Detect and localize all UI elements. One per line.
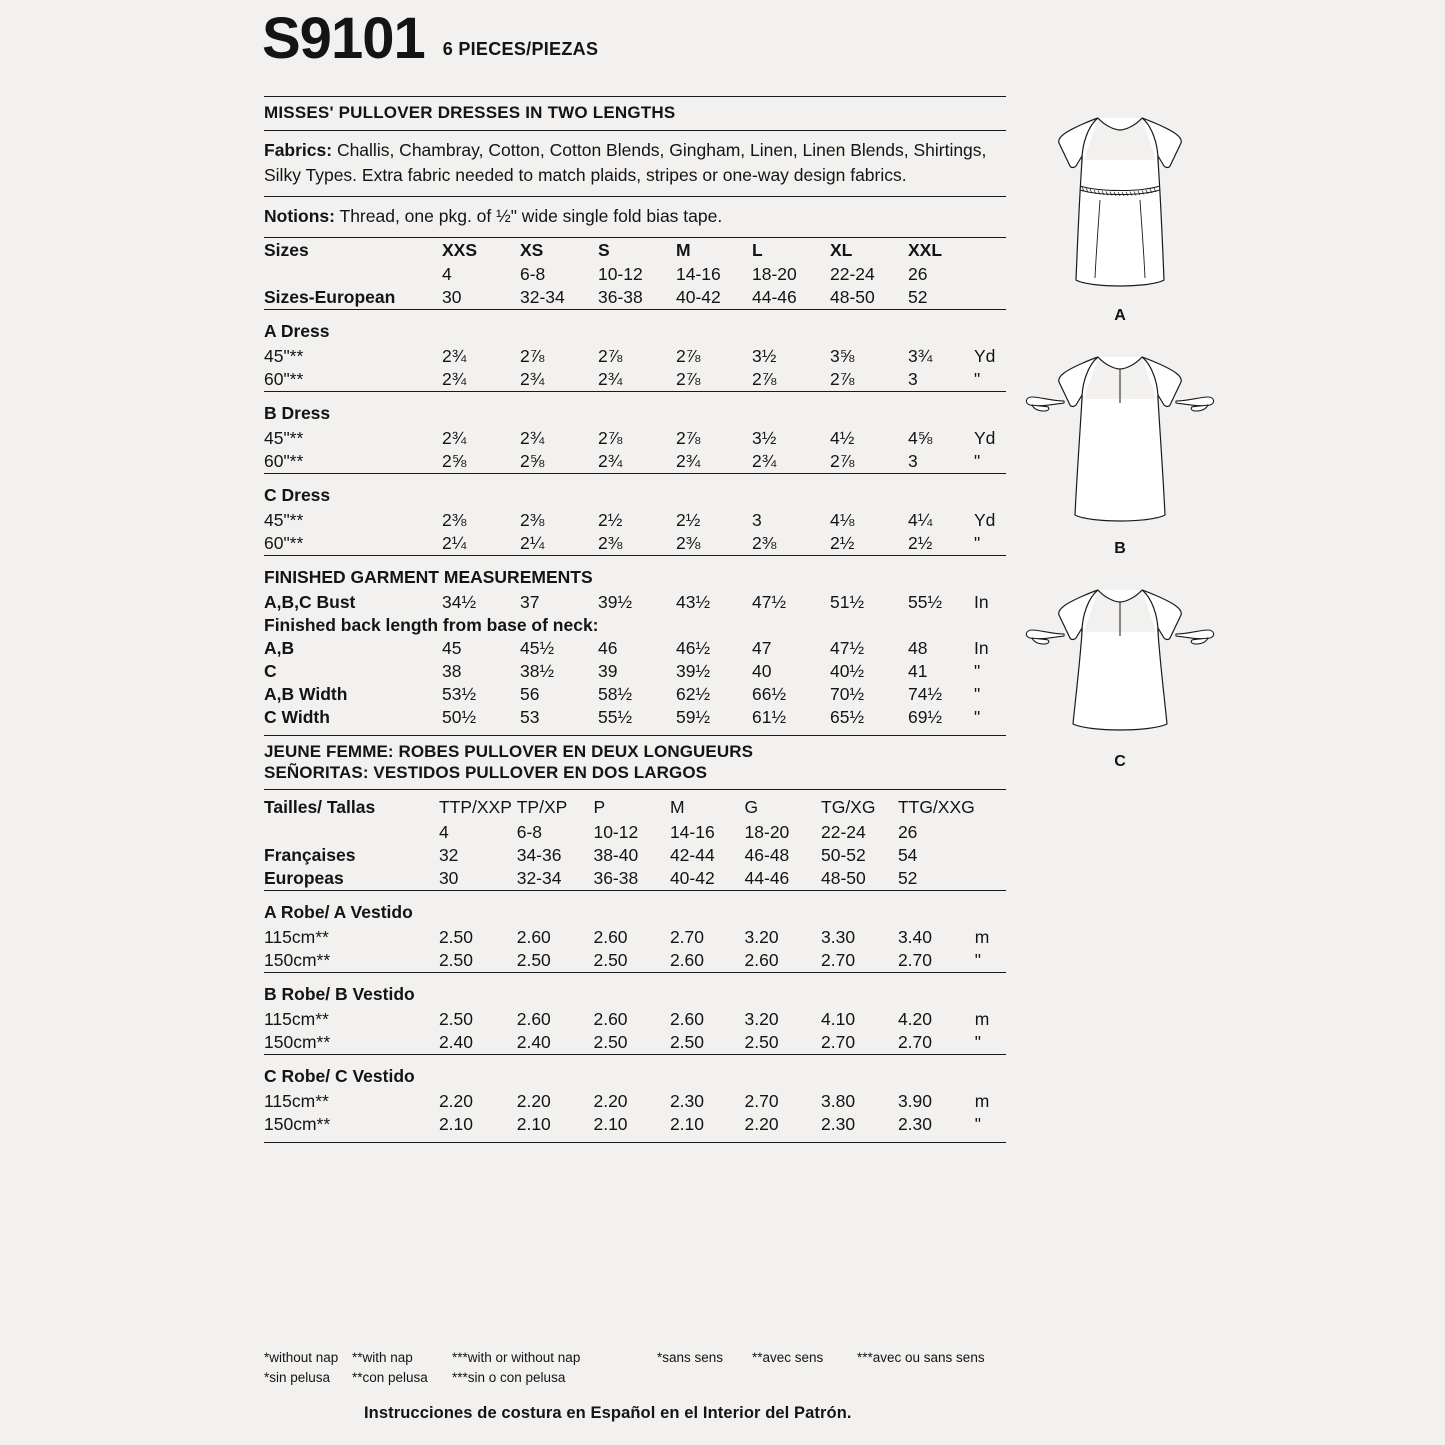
- cell: 38: [442, 660, 462, 681]
- cell: 30: [442, 286, 462, 307]
- table-row: [264, 450, 1006, 474]
- cell: 2.10: [438, 1113, 474, 1134]
- cell: 3⅝: [830, 345, 855, 366]
- cell: 2⅜: [598, 532, 623, 553]
- cell: 36-38: [593, 867, 639, 888]
- cell: 4: [438, 821, 449, 842]
- table-row: [264, 949, 1006, 973]
- cell: 58½: [598, 683, 633, 704]
- unit-cell: [974, 263, 1006, 286]
- view-caption-a: A: [1114, 307, 1126, 324]
- cell: 3.30: [821, 926, 856, 947]
- cell: 74½: [908, 683, 943, 704]
- cell: 2.20: [516, 1090, 551, 1111]
- cell: 55½: [598, 706, 633, 727]
- cell: 41: [908, 660, 928, 681]
- row-label: [264, 821, 439, 844]
- french-title: JEUNE FEMME: ROBES PULLOVER EN DEUX LONGUEURS: [264, 741, 754, 761]
- spanish-title: SEÑORITAS: VESTIDOS PULLOVER EN DOS LARGOS: [264, 762, 708, 782]
- european-label: Sizes-European: [264, 286, 396, 307]
- size-header: S: [598, 239, 610, 260]
- table-row: [264, 637, 1006, 660]
- cell: 53: [520, 706, 540, 727]
- group-heading-row: [264, 895, 1006, 926]
- unit-cell: In: [974, 591, 989, 612]
- row-label: A,B: [264, 637, 295, 658]
- cell: 2.50: [438, 926, 474, 947]
- size-header: TTG/XXG: [897, 796, 975, 817]
- table-row-francaises: [264, 844, 1006, 867]
- size-header: TP/XP: [516, 796, 568, 817]
- cell: 2.50: [593, 1031, 628, 1052]
- cell: 2¾: [442, 368, 467, 389]
- illustration-view-c: [1020, 576, 1220, 771]
- cell: 38½: [520, 660, 555, 681]
- cell: 2.70: [897, 949, 932, 970]
- table-row-metric-numeric: [264, 821, 1006, 844]
- cell: 40-42: [676, 286, 721, 307]
- spec-content: [264, 96, 1006, 1143]
- cell: 2⅞: [676, 345, 701, 366]
- row-label: 115cm**: [264, 926, 329, 947]
- group-name: A Dress: [264, 320, 330, 341]
- cell: 44-46: [744, 867, 790, 888]
- cell: 2.60: [744, 949, 779, 970]
- dress-b-drawing: [1020, 343, 1220, 538]
- footnote-with-or-without-nap: ***with or without nap: [452, 1350, 581, 1365]
- row-label: 45"**: [264, 427, 304, 448]
- back-length-heading: Finished back length from base of neck:: [264, 614, 599, 635]
- cell: 52: [897, 867, 918, 888]
- row-label: 150cm**: [264, 949, 331, 970]
- cell: 2¾: [520, 368, 545, 389]
- cell: 26: [897, 821, 918, 842]
- cell: 2¾: [598, 368, 623, 389]
- cell: 2.50: [438, 1008, 474, 1029]
- finished-heading-row: [264, 560, 1006, 591]
- size-header: M: [676, 239, 691, 260]
- cell: 2.50: [516, 949, 551, 970]
- table-row: [264, 509, 1006, 532]
- cell: 2⅞: [830, 450, 855, 471]
- unit-cell: m: [974, 926, 990, 947]
- unit-cell: ": [974, 683, 981, 704]
- cell: 50-52: [821, 844, 866, 865]
- cell: 61½: [752, 706, 787, 727]
- cell: 47½: [752, 591, 787, 612]
- spanish-instructions-note: Instrucciones de costura en Español en el Interior del Patrón.: [364, 1404, 852, 1422]
- size-header: XXL: [908, 239, 943, 260]
- cell: 2⅞: [752, 368, 777, 389]
- cell: 40: [752, 660, 772, 681]
- pattern-number: S9101: [262, 6, 425, 71]
- cell: 26: [908, 263, 928, 284]
- header: [262, 6, 599, 71]
- table-row: [264, 706, 1006, 729]
- cell: 44-46: [752, 286, 797, 307]
- row-label: 115cm**: [264, 1090, 329, 1111]
- cell: 14-16: [676, 263, 721, 284]
- notions-paragraph: [264, 197, 1006, 237]
- footnote-sin-o-con-pelusa: ***sin o con pelusa: [452, 1370, 566, 1386]
- cell: 37: [520, 591, 540, 612]
- cell: 2.50: [593, 949, 628, 970]
- group-heading-row: [264, 396, 1006, 427]
- group-heading-row: [264, 478, 1006, 509]
- unit-cell: ": [974, 660, 981, 681]
- cell: 2¾: [442, 345, 467, 366]
- cell: 4: [442, 263, 452, 284]
- cell: 48-50: [830, 286, 875, 307]
- table-row: [264, 591, 1006, 614]
- unit-cell: ": [974, 706, 981, 727]
- cell: 56: [520, 683, 540, 704]
- cell: 2.10: [593, 1113, 628, 1134]
- row-label: C: [264, 660, 277, 681]
- group-name: B Dress: [264, 402, 331, 423]
- cell: 3: [908, 368, 918, 389]
- cell: 10-12: [593, 821, 639, 842]
- row-label: C Width: [264, 706, 330, 727]
- cell: 34½: [442, 591, 477, 612]
- cell: 39: [598, 660, 618, 681]
- cell: 2.30: [821, 1113, 856, 1134]
- footnote-avec-sens: **avec sens: [752, 1350, 824, 1365]
- cell: 2.30: [669, 1090, 705, 1111]
- cell: 46½: [676, 637, 711, 658]
- cell: 47½: [830, 637, 865, 658]
- cell: 2⅜: [442, 509, 467, 530]
- unit-cell: m: [974, 1008, 990, 1029]
- view-caption-b: B: [1114, 540, 1126, 557]
- table-row-european: [264, 286, 1006, 310]
- cell: 3.80: [821, 1090, 856, 1111]
- cell: 2.70: [897, 1031, 932, 1052]
- table-row: [264, 1113, 1006, 1136]
- cell: 3½: [752, 345, 777, 366]
- cell: 2.20: [438, 1090, 474, 1111]
- row-label: 115cm**: [264, 1008, 329, 1029]
- cell: 2.40: [516, 1031, 551, 1052]
- cell: 42-44: [669, 844, 715, 865]
- divider: [264, 1142, 1006, 1143]
- cell: 2.50: [438, 949, 474, 970]
- footnote-row: [264, 1348, 1006, 1368]
- cell: 52: [908, 286, 928, 307]
- cell: 62½: [676, 683, 711, 704]
- europeas-label: Europeas: [264, 867, 344, 888]
- fabrics-paragraph: [264, 131, 1006, 196]
- cell: 2.70: [744, 1090, 779, 1111]
- group-name: B Robe/ B Vestido: [264, 983, 415, 1004]
- cell: 2⅜: [520, 509, 545, 530]
- cell: 50½: [442, 706, 477, 727]
- cell: 3¾: [908, 345, 933, 366]
- footnote-without-nap: *without nap: [264, 1350, 339, 1365]
- cell: 65½: [830, 706, 865, 727]
- row-label: A,B,C Bust: [264, 591, 356, 612]
- table-row-tailles: [264, 790, 1006, 821]
- cell: 46-48: [744, 844, 790, 865]
- cell: 18-20: [744, 821, 790, 842]
- cell: 32: [438, 844, 459, 865]
- size-header: M: [669, 796, 685, 817]
- table-row: [264, 926, 1006, 949]
- cell: 2⅞: [520, 345, 545, 366]
- notions-label: Notions:: [264, 205, 335, 226]
- cell: 30: [438, 867, 459, 888]
- sizes-label: Sizes: [264, 239, 309, 260]
- cell: 2.50: [744, 1031, 779, 1052]
- cell: 2½: [830, 532, 855, 553]
- cell: 2.20: [593, 1090, 628, 1111]
- view-caption-c: C: [1114, 753, 1126, 770]
- cell: 3: [752, 509, 762, 530]
- cell: 4¼: [908, 509, 933, 530]
- table-row: [264, 427, 1006, 450]
- numeric-label: [264, 263, 442, 286]
- cell: 2½: [598, 509, 623, 530]
- cell: 2.60: [669, 1008, 705, 1029]
- cell: 3: [908, 450, 918, 471]
- row-label: 60"**: [264, 450, 304, 471]
- cell: 2.70: [821, 1031, 856, 1052]
- cell: 45½: [520, 637, 555, 658]
- unit-cell: [975, 867, 1006, 891]
- cell: 54: [897, 844, 918, 865]
- cell: 66½: [752, 683, 787, 704]
- tailles-label: Tailles/ Tallas: [264, 796, 376, 817]
- cell: 55½: [908, 591, 943, 612]
- cell: 2¾: [442, 427, 467, 448]
- table-row: [264, 660, 1006, 683]
- footnote-avec-ou-sans-sens: ***avec ou sans sens: [857, 1350, 985, 1365]
- row-label: 60"**: [264, 368, 304, 389]
- unit-cell: Yd: [974, 427, 996, 448]
- cell: 2⅞: [676, 427, 701, 448]
- cell: 3.90: [897, 1090, 932, 1111]
- cell: 2⅜: [676, 532, 701, 553]
- footnotes: [264, 1348, 1006, 1389]
- cell: 2⅞: [830, 368, 855, 389]
- table-row: [264, 1008, 1006, 1031]
- cell: 32-34: [520, 286, 565, 307]
- cell: 18-20: [752, 263, 797, 284]
- unit-cell: m: [974, 1090, 990, 1111]
- cell: 36-38: [598, 286, 643, 307]
- fabrics-text: Challis, Chambray, Cotton, Cotton Blends, Gingham, Linen, Linen Blends, Shirtings, Silky Types. Extra fabric needed to match plaids, stripes or one-way design fabrics.: [264, 140, 987, 185]
- cell: 4.10: [821, 1008, 856, 1029]
- cell: 51½: [830, 591, 865, 612]
- cell: 22-24: [830, 263, 875, 284]
- footnote-sin-pelusa: *sin pelusa: [264, 1370, 331, 1386]
- cell: 39½: [598, 591, 633, 612]
- cell: 2⅞: [676, 368, 701, 389]
- cell: 2¾: [598, 450, 623, 471]
- group-name: C Dress: [264, 484, 331, 505]
- cell: 59½: [676, 706, 711, 727]
- cell: 14-16: [669, 821, 715, 842]
- illustration-view-a: [1020, 100, 1220, 325]
- unit-cell: ": [974, 1113, 981, 1134]
- illustration-view-b: [1020, 343, 1220, 558]
- cell: 2.20: [744, 1113, 779, 1134]
- francaises-label: Françaises: [264, 844, 356, 865]
- unit-cell: In: [974, 637, 989, 658]
- metric-size-table: [264, 790, 1006, 1136]
- cell: 2⅝: [442, 450, 467, 471]
- unit-cell: [975, 821, 1006, 844]
- english-size-table: [264, 238, 1006, 729]
- pieces-count: 6 PIECES/PIEZAS: [442, 39, 599, 59]
- footnote-con-pelusa: **con pelusa: [352, 1370, 428, 1386]
- cell: 2⅞: [598, 345, 623, 366]
- cell: 46: [598, 637, 618, 658]
- footnote-sans-sens: *sans sens: [657, 1350, 724, 1365]
- size-header: G: [744, 796, 759, 817]
- cell: 40½: [830, 660, 865, 681]
- size-header: L: [752, 239, 763, 260]
- unit-cell: ": [974, 368, 981, 389]
- finished-measurements-heading: FINISHED GARMENT MEASUREMENTS: [264, 566, 593, 587]
- table-row: [264, 368, 1006, 392]
- table-row: [264, 683, 1006, 706]
- cell: 45: [442, 637, 462, 658]
- cell: 69½: [908, 706, 943, 727]
- group-name: A Robe/ A Vestido: [264, 901, 413, 922]
- cell: 3½: [752, 427, 777, 448]
- row-label: 45"**: [264, 509, 304, 530]
- unit-cell: Yd: [974, 345, 996, 366]
- cell: 2.40: [438, 1031, 474, 1052]
- footnote-row: [264, 1368, 1006, 1388]
- cell: 2.60: [516, 926, 551, 947]
- cell: 43½: [676, 591, 711, 612]
- row-label: 150cm**: [264, 1113, 331, 1134]
- cell: 2.60: [593, 926, 628, 947]
- dress-a-drawing: [1020, 100, 1220, 305]
- cell: 2⅝: [520, 450, 545, 471]
- unit-cell: ": [974, 1031, 981, 1052]
- cell: 2½: [676, 509, 701, 530]
- unit-cell: ": [974, 532, 981, 553]
- cell: 2.10: [669, 1113, 705, 1134]
- cell: 2⅜: [752, 532, 777, 553]
- group-heading-row: [264, 1059, 1006, 1090]
- size-header: TG/XG: [821, 796, 876, 817]
- dress-c-drawing: [1020, 576, 1220, 751]
- cell: 6-8: [520, 263, 546, 284]
- cell: 32-34: [516, 867, 562, 888]
- cell: 3.40: [897, 926, 932, 947]
- size-header: XS: [520, 239, 544, 260]
- group-name: C Robe/ C Vestido: [264, 1065, 415, 1086]
- cell: 2⅞: [598, 427, 623, 448]
- cell: 39½: [676, 660, 711, 681]
- cell: 2½: [908, 532, 933, 553]
- size-header: XXS: [442, 239, 478, 260]
- cell: 2.70: [821, 949, 856, 970]
- row-label: 150cm**: [264, 1031, 331, 1052]
- cell: 2¾: [520, 427, 545, 448]
- cell: 2.50: [669, 1031, 705, 1052]
- table-row-sizes: [264, 238, 1006, 263]
- cell: 4⅝: [908, 427, 933, 448]
- back-length-heading-row: [264, 614, 1006, 637]
- cell: 70½: [830, 683, 865, 704]
- cell: 4½: [830, 427, 855, 448]
- cell: 2¾: [676, 450, 701, 471]
- cell: 2.30: [897, 1113, 932, 1134]
- notions-text: Thread, one pkg. of ½" wide single fold bias tape.: [334, 205, 723, 226]
- illustrations-column: [1020, 100, 1220, 771]
- cell: 22-24: [821, 821, 866, 842]
- unit-cell: ": [974, 949, 981, 970]
- cell: 2.60: [669, 949, 705, 970]
- cell: 10-12: [598, 263, 643, 284]
- unit-cell: [975, 790, 1006, 821]
- unit-cell: Yd: [974, 509, 996, 530]
- cell: 4.20: [897, 1008, 932, 1029]
- row-label: 45"**: [264, 345, 304, 366]
- table-row: [264, 345, 1006, 368]
- cell: 34-36: [516, 844, 562, 865]
- cell: 4⅛: [830, 509, 855, 530]
- group-heading-row: [264, 314, 1006, 345]
- cell: 2.60: [593, 1008, 628, 1029]
- table-row-numeric-sizes: [264, 263, 1006, 286]
- row-label: 60"**: [264, 532, 304, 553]
- unit-cell: [974, 238, 1006, 263]
- cell: 38-40: [593, 844, 639, 865]
- fabrics-label: Fabrics:: [264, 140, 333, 160]
- cell: 2.60: [516, 1008, 551, 1029]
- cell: 2¼: [442, 532, 467, 553]
- cell: 47: [752, 637, 772, 658]
- cell: 3.20: [744, 1008, 779, 1029]
- footnote-with-nap: **with nap: [352, 1350, 413, 1365]
- unit-cell: [974, 286, 1006, 310]
- cell: 48: [908, 637, 928, 658]
- table-row: [264, 532, 1006, 556]
- table-row: [264, 1031, 1006, 1055]
- cell: 53½: [442, 683, 477, 704]
- unit-cell: ": [974, 450, 981, 471]
- group-heading-row: [264, 977, 1006, 1008]
- cell: 2.10: [516, 1113, 551, 1134]
- unit-cell: [975, 844, 1006, 867]
- size-header: XL: [830, 239, 853, 260]
- page-title: MISSES' PULLOVER DRESSES IN TWO LENGTHS: [264, 103, 676, 122]
- cell: 3.20: [744, 926, 779, 947]
- cell: 2.70: [669, 926, 705, 947]
- cell: 2¾: [752, 450, 777, 471]
- row-label: A,B Width: [264, 683, 348, 704]
- cell: 48-50: [821, 867, 866, 888]
- size-header: TTP/XXP: [438, 796, 512, 817]
- cell: 40-42: [669, 867, 715, 888]
- table-row-europeas: [264, 867, 1006, 891]
- size-header: P: [593, 796, 606, 817]
- cell: 2¼: [520, 532, 545, 553]
- cell: 6-8: [516, 821, 543, 842]
- table-row: [264, 1090, 1006, 1113]
